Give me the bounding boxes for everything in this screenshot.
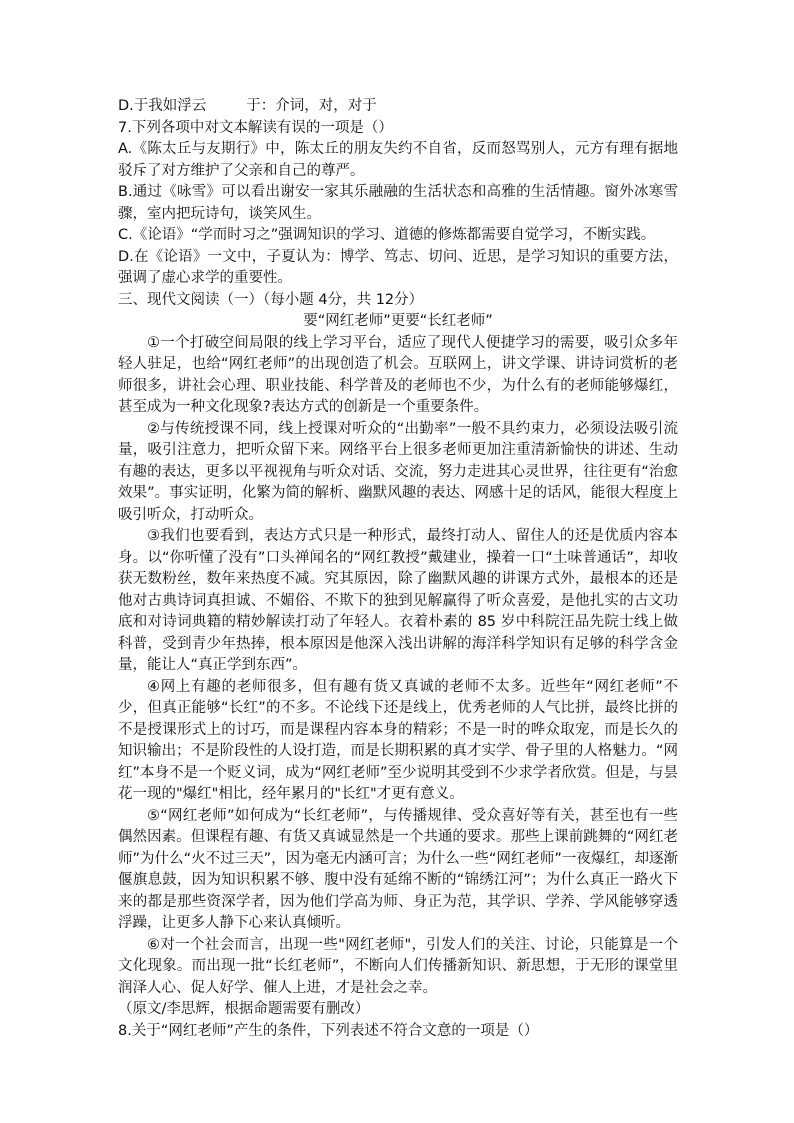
- article-paragraph-1: ①一个打破空间局限的线上学习平台，适应了现代人便捷学习的需要，吸引众多年轻人驻足，也给“网红老师”的出现创造了机会。互联网上，讲文学课、讲诗词赏析的老师很多，讲社会心理、职业技能、科学普及的老师也不少，为什么有的老师能够爆红，甚至成为一种文化现象?表达方式的创新是一个重要条件。: [118, 334, 678, 415]
- article-paragraph-5: ⑤“网红老师”如何成为“长红老师”，与传播规律、受众喜好等有关，甚至也有一些偶然因素。但课程有趣、有货又真诚显然是一个共通的要求。那些上课前跳舞的“网红老师”为什么“火不过三天”，因为毫无内涵可言；为什么一些“网红老师”一夜爆红，却逐渐偃旗息鼓，因为知识积累不够、腹中没有延绵不断的“锦绣江河”；为什么真正一路火下来的都是那些资深学者，因为他们学高为师、身正为范，其学识、学养、学风能够穿透浮躁，让更多人静下心来认真倾听。: [118, 807, 678, 931]
- article-title: 要“网红老师”更要“长红老师”: [303, 313, 493, 329]
- option-d-line: [118, 96, 678, 118]
- question-7-stem: 7.下列各项中对文本解读有误的一项是（）: [118, 119, 393, 136]
- article-paragraph-4: ④网上有趣的老师很多，但有趣有货又真诚的老师不太多。近些年“网红老师”不少，但真正能够“长红”的不多。不论线下还是线上，优秀老师的人气比拼，最终比拼的不是授课形式上的讨巧，而是课程内容本身的精彩；不是一时的哗众取宠，而是长久的知识输出；不是阶段性的人设打造，而是长期积累的真才实学、骨子里的人格魅力。“网红”本身不是一个贬义词，成为“网红老师”至少说明其受到不少求学者欣赏。但是，与昙花一现的"爆红"相比，经年累月的"长红"才更有意义。: [118, 678, 678, 802]
- article-paragraph-3: ③我们也要看到，表达方式只是一种形式，最终打动人、留住人的还是优质内容本身。以“你听懂了没有”口头禅闻名的“网红教授”戴建业，操着一口“土味普通话”，却收获无数粉丝，数年来热度不减。究其原因，除了幽默风趣的讲课方式外，最根本的还是他对古典诗词真担诚、不媚俗、不欺下的独到见解赢得了听众喜爱，是他扎实的古文功底和对诗词典籍的精妙解读打动了年轻人。衣着朴素的 85 岁中科院汪品先院士线上做科普，受到青少年热捧，根本原因是他深入浅出讲解的海洋科学知识有足够的科学含金量，能让人“真正学到东西”。: [118, 528, 678, 673]
- section-3-heading: 三、现代文阅读（一）（每小题 4分，共 12分）: [118, 291, 424, 308]
- article-source: （原文/李思辉，根据命题需要有删改）: [118, 1001, 370, 1017]
- question-7-option-c: C.《论语》“学而时习之”强调知识的学习、道德的修炼都需要自觉学习，不断实践。: [118, 227, 656, 243]
- question-8-stem: 8.关于“网红老师”产生的条件，下列表述不符合文意的一项是（）: [118, 1022, 539, 1039]
- question-7-option-b: B.通过《咏雪》可以看出谢安一家其乐融融的生活状态和高雅的生活情趣。窗外冰寒雪骤，室内把玩诗句，谈笑风生。: [118, 184, 678, 222]
- option-d-note: 于：介词，对，对于: [246, 98, 377, 114]
- article-paragraph-2: ②与传统授课不同，线上授课对听众的“出勤率”一般不具约束力，必须设法吸引流量，吸引注意力，把听众留下来。网络平台上很多老师更加注重清新愉快的讲述、生动有趣的表达，更多以平视视角与听众对话、交流，努力走进其心灵世界，往往更有“治愈效果”。事实证明，化繁为简的解析、幽默风趣的表达、网感十足的话风，能很大程度上吸引听众，打动听众。: [118, 420, 678, 523]
- question-7-option-a: A.《陈太丘与友期行》中，陈太丘的朋友失约不自省，反而怒骂别人，元方有理有据地驳斥了对方维护了父亲和自己的尊严。: [118, 141, 678, 179]
- article-paragraph-6: ⑥对一个社会而言，出现一些"网红老师"，引发人们的关注、讨论，只能算是一个文化现象。而出现一批“长红老师”，不断向人们传播新知识、新思想，于无形的课堂里润泽人心、促人好学、催人上进，才是社会之幸。: [118, 936, 678, 996]
- option-d-label: D.于我如浮云: [118, 98, 207, 114]
- exam-page-content: [118, 96, 678, 1042]
- question-7-option-d: D.在《论语》一文中，子夏认为：博学、笃志、切问、近思，是学习知识的重要方法，强调了虚心求学的重要性。: [118, 248, 678, 286]
